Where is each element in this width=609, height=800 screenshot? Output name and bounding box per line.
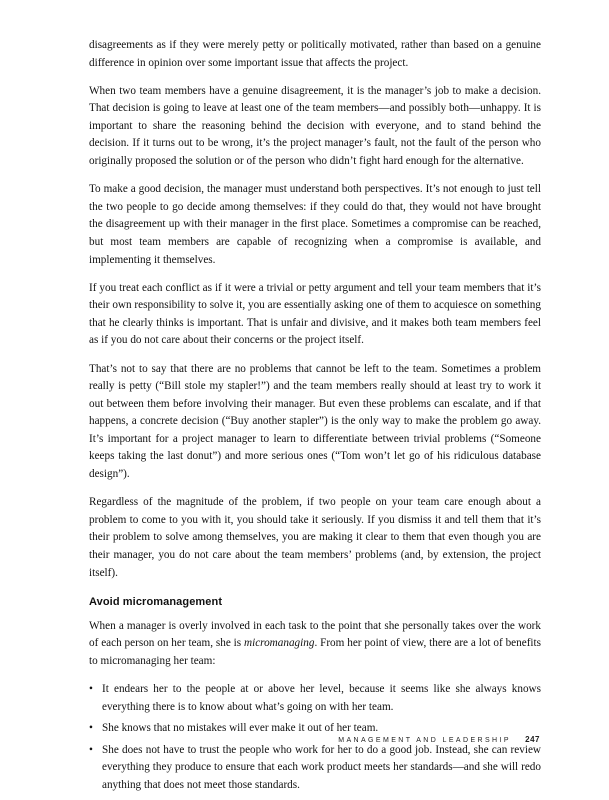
paragraph: Regardless of the magnitude of the problem, if two people on your team care enough about a problem to come to you with it, you should take it seriously. If you dismiss it and tell them that it’s their problem to solve among themselves, you are making it clear to them that even though you are their manager, you do not care about the team members’ problems (and, by extension, the project itself). [89,496,541,579]
list-item-text: It endears her to the people at or above her level, because it seems like she always knows everything there is to know about what’s going on with her team. [102,683,541,713]
intro-text: When a manager is overly involved in each task to the point that she personally takes over the work of each person on her team, she is [89,619,541,650]
section-intro [89,618,541,671]
intro-emphasis: micromanaging [244,637,315,650]
bullet-icon: • [89,722,93,735]
list-item [89,742,541,795]
list-item-text: She knows that no mistakes will ever make it out of her team. [102,722,379,735]
paragraph: disagreements as if they were merely petty or politically motivated, rather than based on a genuine difference in opinion over some important issue that affects the project. [89,39,541,69]
bullet-icon: • [89,683,93,695]
list-item-text: She does not have to trust the people who work for her to do a good job. Instead, she can review everything they produce to ensure that each work product meets her standards—and she will redo anything that does not meet those standards. [102,743,541,791]
running-head: MANAGEMENT AND LEADERSHIP [338,737,511,744]
paragraph: That’s not to say that there are no problems that cannot be left to the team. Sometimes a problem really is petty (“Bill stole my stapler!”) and the team members really should at least try to work it out between them before involving their manager. But even these problems can escalate, and if that happens, a concrete decision (“Buy another stapler”) is the only way to make the problem go away. It’s important for a project manager to learn to differentiate between trivial problems (“Someone keeps taking the last donut”) and more serious ones (“Tom won’t let go of his ridiculous database design”). [89,362,541,481]
page-body [89,37,541,799]
bullet-icon: • [89,743,93,756]
page-number: 247 [525,735,540,744]
page-footer [338,735,540,744]
section-heading: Avoid micromanagement [89,596,223,609]
paragraph: To make a good decision, the manager must understand both perspectives. It’s not enough to just tell the two people to go decide among themselves: if they could do that, they would not have brought the disagreement up with their manager in the first place. Sometimes a compromise can be reached, but most team members are capable of recognizing when a compromise is available, and implementing it themselves. [89,183,541,266]
paragraph: If you treat each conflict as if it were a trivial or petty argument and tell your team members that it’s their own responsibility to solve it, you are essentially asking one of them to acquiesce on something that he clearly thinks is important. That is unfair and divisive, and it makes both team members feel as if you do not care about their concerns or the project itself. [89,281,541,347]
list-item [89,681,541,716]
paragraph: When two team members have a genuine disagreement, it is the manager’s job to make a decision. That decision is going to leave at least one of the team members—and possibly both—unhappy. It is important to share the reasoning behind the decision with everyone, and to stand behind the decision. If it turns out to be wrong, it’s the project manager’s fault, not the fault of the person who originally proposed the solution or of the person who didn’t fight hard enough for the alternative. [89,84,541,168]
intro-text-end: . From her point of view, there are a lot of benefits to micromanaging her team: [89,637,542,667]
